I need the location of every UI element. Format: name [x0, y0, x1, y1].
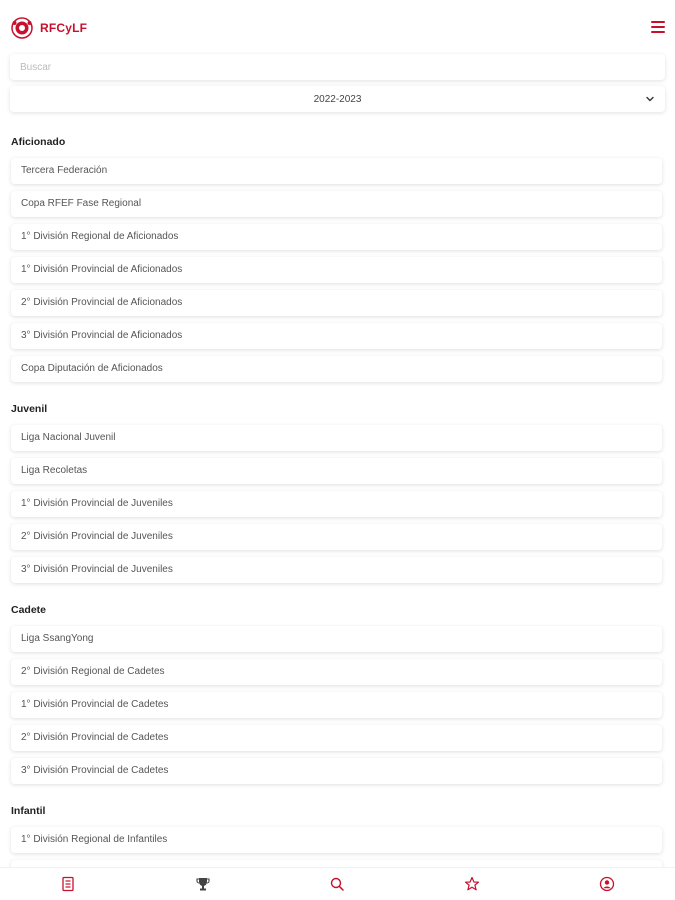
- section-title-infantil: Infantil: [11, 805, 46, 817]
- competitions-list: [10, 130, 665, 893]
- season-select[interactable]: [10, 86, 665, 112]
- app-header: [0, 0, 675, 56]
- chevron-down-icon: [645, 94, 655, 104]
- list-item[interactable]: 2° División Provincial de Aficionados: [11, 290, 662, 316]
- bottom-tab-bar: [0, 867, 675, 900]
- section-title-cadete: Cadete: [11, 604, 47, 616]
- list-item[interactable]: Liga Nacional Juvenil: [11, 425, 662, 451]
- list-item[interactable]: 2° División Provincial de Juveniles: [11, 524, 662, 550]
- search-input[interactable]: [10, 54, 665, 80]
- document-icon[interactable]: [60, 876, 76, 892]
- list-item[interactable]: Tercera Federación: [11, 158, 662, 184]
- trophy-icon[interactable]: [195, 876, 211, 892]
- list-item[interactable]: 3° División Provincial de Aficionados: [11, 323, 662, 349]
- list-item[interactable]: 2° División Regional de Cadetes: [11, 659, 662, 685]
- brand-name: RFCyLF: [40, 21, 88, 35]
- hamburger-menu-icon[interactable]: [651, 21, 665, 33]
- list-item[interactable]: 1° División Regional de Aficionados: [11, 224, 662, 250]
- section-title-juvenil: Juvenil: [11, 403, 48, 415]
- list-item[interactable]: 3° División Provincial de Cadetes: [11, 758, 662, 784]
- list-item[interactable]: Liga SsangYong: [11, 626, 662, 652]
- list-item[interactable]: 1° División Provincial de Aficionados: [11, 257, 662, 283]
- list-item[interactable]: 2° División Provincial de Cadetes: [11, 725, 662, 751]
- list-item[interactable]: 1° División Regional de Infantiles: [11, 827, 662, 853]
- list-item[interactable]: 3° División Provincial de Juveniles: [11, 557, 662, 583]
- user-circle-icon[interactable]: [599, 876, 615, 892]
- list-item[interactable]: Liga Recoletas: [11, 458, 662, 484]
- rfcylf-crest-icon[interactable]: [11, 17, 33, 39]
- list-item[interactable]: 1° División Provincial de Cadetes: [11, 692, 662, 718]
- season-selected-value: 2022-2023: [313, 94, 362, 105]
- search-field[interactable]: [10, 54, 665, 80]
- star-icon[interactable]: [464, 876, 480, 892]
- list-item[interactable]: Copa Diputación de Aficionados: [11, 356, 662, 382]
- search-icon[interactable]: [329, 876, 345, 892]
- list-item[interactable]: 1° División Provincial de Juveniles: [11, 491, 662, 517]
- list-item[interactable]: Copa RFEF Fase Regional: [11, 191, 662, 217]
- section-title-aficionado: Aficionado: [11, 136, 66, 148]
